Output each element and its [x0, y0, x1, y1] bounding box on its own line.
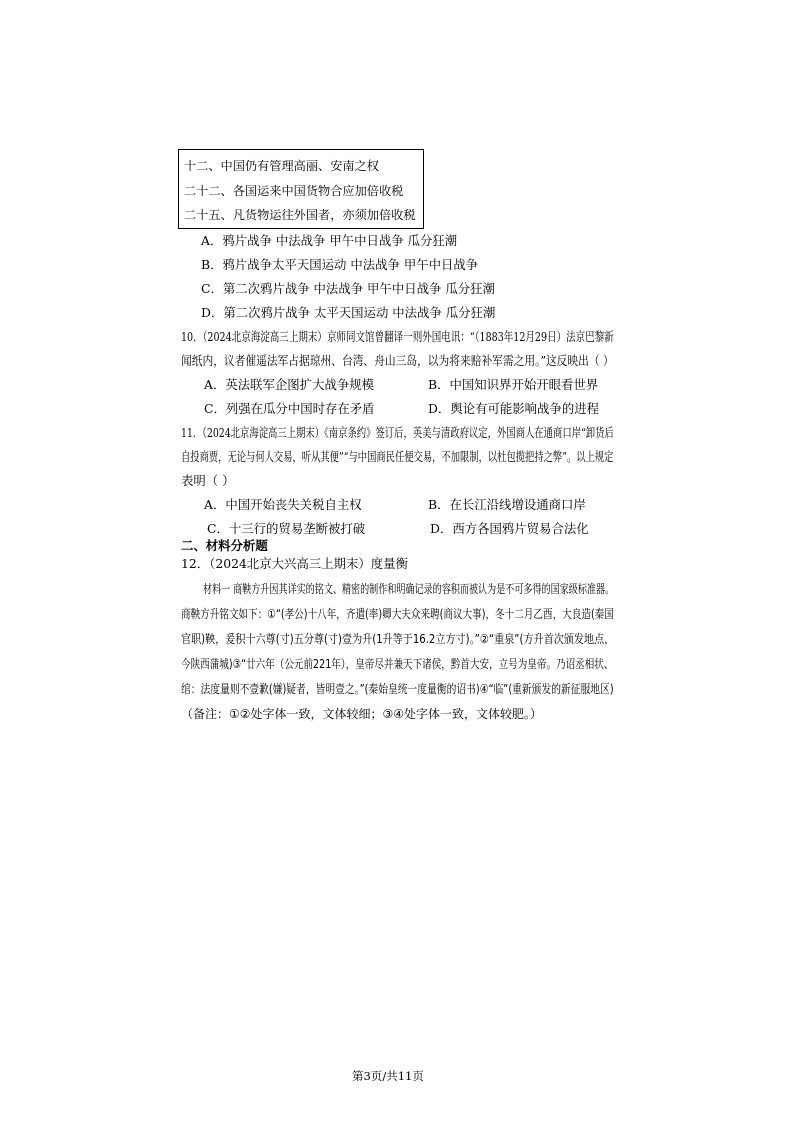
q11-option-d: D．西方各国鸦片贸易合法化 — [430, 521, 589, 536]
q10-option-d: D．舆论有可能影响战争的进程 — [428, 401, 600, 416]
treaty-clause-25: 二十五、凡货物运往外国者，亦须加倍收税 — [184, 208, 416, 222]
q9-option-c: C．第二次鸦片战争 中法战争 甲午中日战争 瓜分狂潮 — [201, 281, 495, 296]
q12-material-line5: 绾：法度量则不壹歉(嫌)疑者，皆明壹之。”(秦始皇统一度量衡的诏书)④“临”(重新颁发的新征服地区) — [181, 682, 614, 696]
q10-option-a: A．英法联军企图扩大战争规模 — [204, 377, 375, 392]
section-heading-material-analysis: 二、材料分析题 — [181, 538, 268, 553]
q11-stem-line3: 表明（ ） — [181, 473, 235, 488]
q12-stem: 12．（2024北京大兴高三上期末）度量衡 — [181, 556, 408, 571]
q10-stem-line1: 10．（2024北京海淀高三上期末）京师同文馆曾翻译一则外国电讯：“（1883年12月29日）法京巴黎新 — [181, 329, 614, 344]
q9-option-b: B．鸦片战争太平天国运动 中法战争 甲午中日战争 — [201, 257, 479, 272]
q9-option-a: A．鸦片战争 中法战争 甲午中日战争 瓜分狂潮 — [201, 233, 458, 248]
q12-material-line1: 材料一 商鞅方升因其详实的铭文、精密的制作和明确记录的容积而被认为是不可多得的国家级标准器。 — [203, 582, 615, 596]
q10-option-b: B．中国知识界开始开眼看世界 — [428, 377, 599, 392]
treaty-clause-22: 二十二、各国运来中国货物合应加倍收税 — [184, 184, 404, 198]
q11-option-c: C．十三行的贸易垄断被打破 — [207, 521, 366, 536]
q12-material-line2: 商鞅方升铭文如下：①“(孝公)十八年，齐遣(率)卿大夫众来聘(商议大事)，冬十二月乙酉，大良造(秦国 — [181, 607, 614, 621]
q9-option-d: D．第二次鸦片战争 太平天国运动 中法战争 瓜分狂潮 — [201, 305, 496, 320]
q10-option-c: C．列强在瓜分中国时存在矛盾 — [204, 401, 375, 416]
treaty-clause-12: 十二、中国仍有管理高丽、安南之权 — [184, 159, 379, 173]
q11-stem-line1: 11．（2024北京海淀高三上期末）《南京条约》签订后，英美与清政府议定，外国商人在通商口岸“卸货后 — [181, 425, 614, 440]
q12-material-line4: 今陕西蒲城)③“廿六年（公元前221年），皇帝尽并兼天下诸侯，黔首大安，立号为皇帝。乃诏丞相状、 — [181, 657, 614, 671]
q10-stem-line2: 闻纸内，议者催遥法军占据琼州、台湾、舟山三岛，以为将来赔补军需之用。”这反映出（ ） — [181, 353, 614, 368]
q11-option-b: B．在长江沿线增设通商口岸 — [428, 497, 586, 512]
q12-material-line3: 官职)鞅，爰积十六尊(寸)五分尊(寸)壹为升(1升等于16.2立方寸)。”②“重泉”(方升首次颁发地点， — [181, 632, 615, 646]
q11-stem-line2: 自投商贾，无论与何人交易，听从其便”“与中国商民任便交易，不加限制，以杜包揽把持之弊”。以上规定 — [181, 449, 614, 464]
page-number: 第3页/共11页 — [352, 1069, 424, 1083]
q12-material-note: （备注：①②处字体一致，文体较细；③④处字体一致，文体较肥。） — [181, 707, 543, 721]
q11-option-a: A．中国开始丧失关税自主权 — [204, 497, 362, 512]
treaty-excerpt-box — [178, 149, 424, 229]
